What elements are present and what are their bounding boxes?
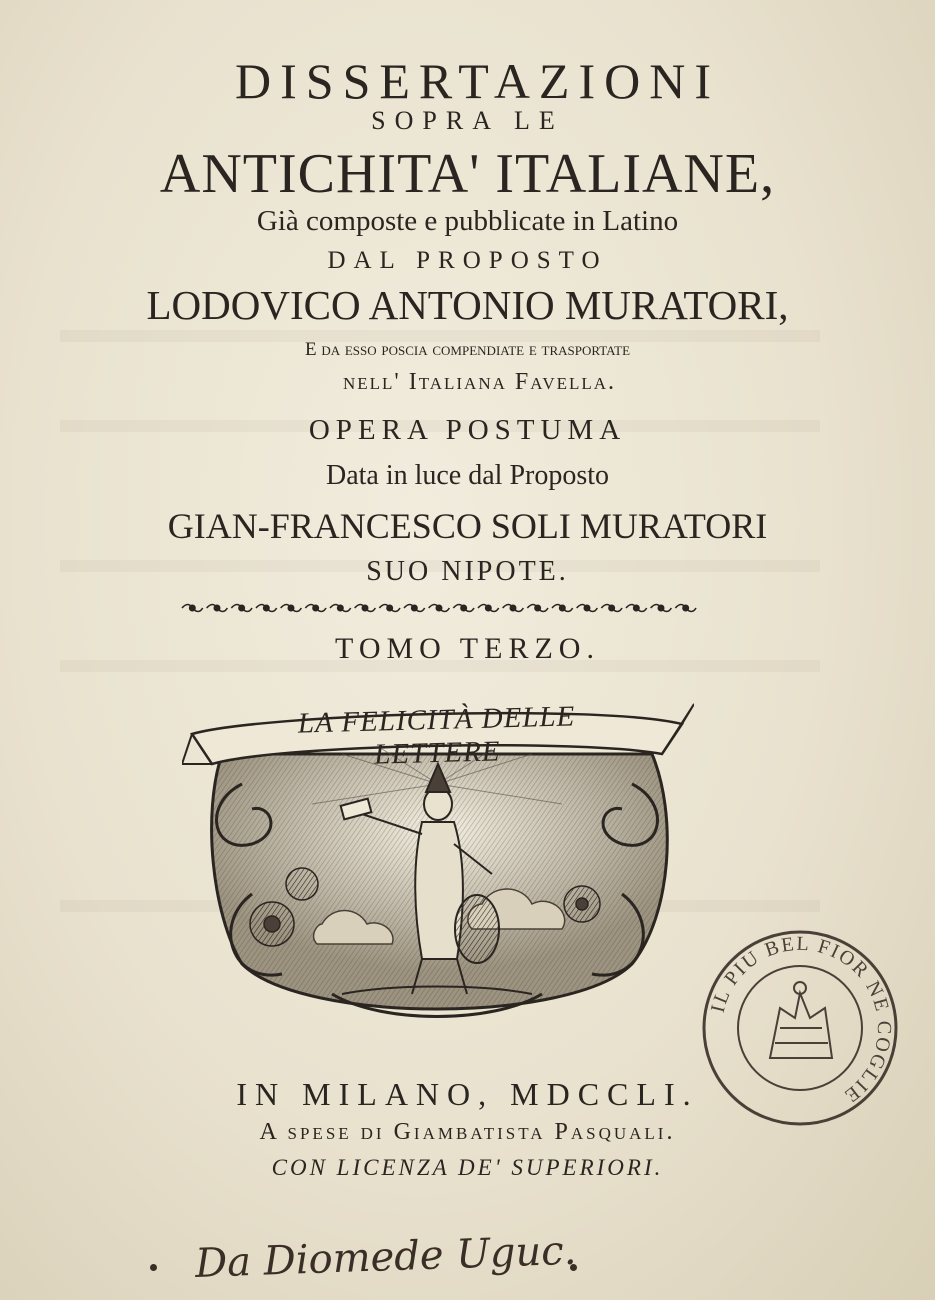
fleuron-icon bbox=[577, 605, 598, 612]
stamp-text: IL PIU BEL FIOR NE COGLIE bbox=[706, 932, 896, 1108]
fleuron-icon bbox=[231, 605, 252, 612]
handwritten-inscription: Da Diomede Uguc. bbox=[194, 1227, 578, 1287]
ink-dot bbox=[150, 1264, 157, 1271]
title-line-sopra-le: SOPRA LE bbox=[371, 106, 564, 135]
title-line-dissertazioni: DISSERTAZIONI bbox=[235, 53, 720, 109]
fleuron-icon bbox=[626, 605, 647, 612]
dal-proposto-line: DAL PROPOSTO bbox=[327, 247, 608, 274]
fleuron-icon bbox=[552, 605, 573, 612]
library-stamp-icon bbox=[700, 928, 900, 1128]
title-line-antichita: ANTICHITA' ITALIANE, bbox=[159, 143, 776, 205]
fleuron-icon bbox=[305, 605, 326, 612]
volume-label: TOMO TERZO. bbox=[335, 632, 600, 665]
data-in-luce-line: Data in luce dal Proposto bbox=[325, 460, 610, 491]
vignette-motto: LA FELICITÀ DELLE LETTERE bbox=[297, 700, 576, 771]
fleuron-icon bbox=[355, 605, 376, 612]
fleuron-icon bbox=[379, 605, 400, 612]
fleuron-icon bbox=[527, 605, 548, 612]
fleuron-icon bbox=[330, 605, 351, 612]
author-name: LODOVICO ANTONIO MURATORI, bbox=[146, 282, 789, 328]
compendium-line: E da esso poscia compendiate e trasportate bbox=[304, 339, 631, 360]
fleuron-icon bbox=[651, 605, 672, 612]
fleuron-icon bbox=[675, 605, 696, 612]
ornamental-rule-icon bbox=[180, 598, 698, 618]
fleuron-icon bbox=[256, 605, 277, 612]
imprint-license: CON LICENZA DE' SUPERIORI. bbox=[271, 1155, 664, 1180]
opera-postuma-line: OPERA POSTUMA bbox=[308, 414, 627, 446]
fleuron-icon bbox=[429, 605, 450, 612]
fleuron-icon bbox=[601, 605, 622, 612]
editor-name: GIAN-FRANCESCO SOLI MURATORI bbox=[167, 506, 768, 546]
imprint-publisher: A spese di Giambatista Pasquali. bbox=[259, 1119, 676, 1145]
suo-nipote-line: SUO NIPOTE. bbox=[366, 556, 569, 587]
fleuron-icon bbox=[207, 605, 228, 612]
fleuron-icon bbox=[503, 605, 524, 612]
fleuron-icon bbox=[182, 605, 203, 612]
fleuron-icon bbox=[281, 605, 302, 612]
fleuron-icon bbox=[478, 605, 499, 612]
fleuron-icon bbox=[404, 605, 425, 612]
fleuron-icon bbox=[453, 605, 474, 612]
subtitle-line: Già composte e pubblicate in Latino bbox=[256, 205, 679, 237]
favella-line: nell' Italiana Favella. bbox=[342, 369, 617, 395]
imprint-place: IN MILANO, MDCCLI. bbox=[236, 1076, 699, 1112]
